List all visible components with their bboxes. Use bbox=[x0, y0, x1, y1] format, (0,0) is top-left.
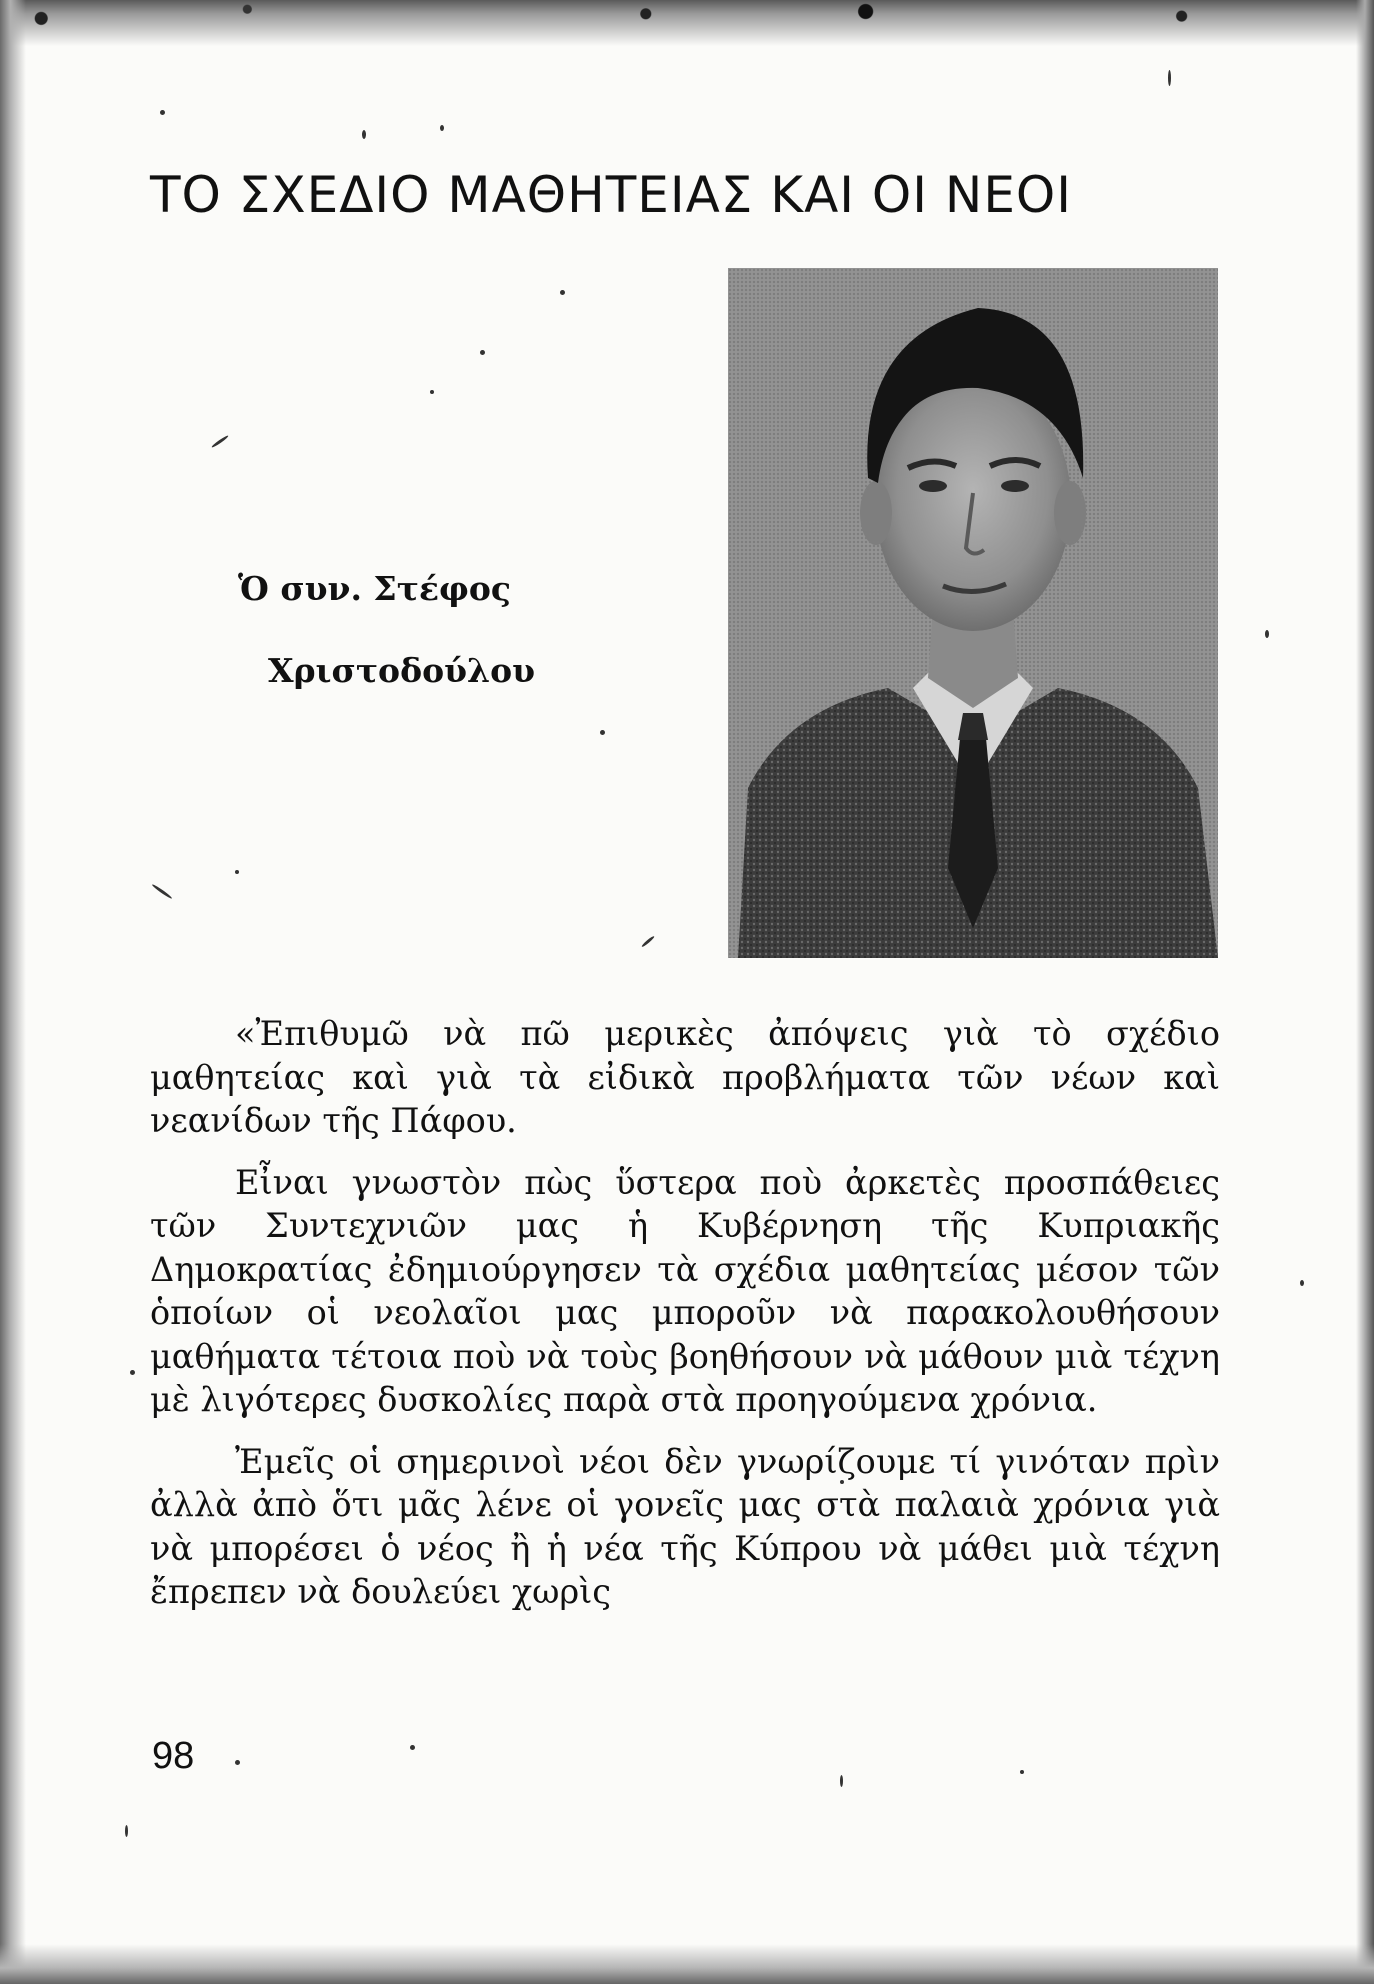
print-speck bbox=[1265, 630, 1269, 638]
print-speck bbox=[151, 883, 172, 899]
portrait-eye-right bbox=[1001, 480, 1029, 492]
print-speck bbox=[362, 130, 366, 139]
print-speck bbox=[1168, 70, 1171, 86]
portrait-ear-right bbox=[1054, 481, 1086, 545]
body-paragraph-1: «Ἐπιθυμῶ νὰ πῶ μερικὲς ἀπόψεις γιὰ τὸ σχέδιο μαθητείας καὶ γιὰ τὰ εἰδικὰ προβλήματα τῶν νέων καὶ νεανίδων τῆς Πάφου. bbox=[150, 1014, 1220, 1140]
print-speck bbox=[840, 1775, 843, 1787]
body-paragraph-2: Εἶναι γνωστὸν πὼς ὕστερα ποὺ ἀρκετὲς προσπάθειες τῶν Συντεχνιῶν μας ἡ Κυβέρνηση τῆς Κυπριακῆς Δημοκρατίας ἐδημιούργησεν τὰ σχέδια μαθητείας μέσον τῶν ὁποίων οἱ νεολαῖοι μας μποροῦν νὰ παρακολουθήσουν μαθήματα τέτοια ποὺ νὰ τοὺς βοηθήσουν νὰ μάθουν μιὰ τέχνη μὲ λιγότερες δυσκολίες παρὰ στὰ προηγούμενα χρόνια. bbox=[150, 1162, 1220, 1419]
page-number: 98 bbox=[152, 1735, 195, 1777]
print-speck bbox=[430, 390, 434, 394]
print-speck bbox=[235, 870, 239, 874]
author-caption bbox=[238, 548, 535, 712]
print-speck bbox=[410, 1745, 415, 1750]
print-speck bbox=[130, 1370, 135, 1375]
print-speck bbox=[600, 730, 605, 735]
print-speck bbox=[641, 935, 655, 948]
print-speck bbox=[125, 1825, 128, 1837]
print-speck bbox=[1300, 1280, 1304, 1286]
print-speck bbox=[235, 1760, 240, 1765]
scan-edge-bottom bbox=[0, 1944, 1374, 1984]
print-speck bbox=[160, 110, 165, 115]
scan-edge-top bbox=[0, 0, 1374, 46]
print-speck bbox=[560, 290, 565, 295]
portrait-eye-left bbox=[919, 480, 947, 492]
portrait-tie-knot bbox=[958, 713, 988, 740]
print-speck bbox=[440, 125, 444, 131]
author-caption-line1: Ὁ συν. Στέφος bbox=[238, 569, 511, 608]
portrait-illustration bbox=[728, 268, 1218, 958]
scan-edge-right bbox=[1356, 0, 1374, 1984]
body-paragraph-3: Ἐμεῖς οἱ σημερινοὶ νέοι δὲν γνωρίζουμε τί γινόταν πρὶν ἀλλὰ ἀπὸ ὅτι μᾶς λένε οἱ γονεῖς μας στὰ παλαιὰ χρόνια γιὰ νὰ μπορέσει ὁ νέος ἢ ἡ νέα τῆς Κύπρου νὰ μάθει μιὰ τέχνη ἔπρεπεν νὰ δουλεύει χωρὶς bbox=[150, 1441, 1220, 1611]
article-body bbox=[150, 1012, 1220, 1632]
author-portrait-photo bbox=[728, 268, 1218, 958]
print-speck bbox=[211, 435, 229, 449]
print-speck bbox=[1020, 1770, 1024, 1774]
scan-edge-left bbox=[0, 0, 26, 1984]
print-speck bbox=[480, 350, 485, 355]
author-caption-line2: Χριστοδούλου bbox=[268, 651, 536, 690]
article-title: ΤΟ ΣΧΕΔΙΟ ΜΑΘΗΤΕΙΑΣ ΚΑΙ ΟΙ ΝΕΟΙ bbox=[150, 166, 1073, 224]
portrait-ear-left bbox=[860, 481, 892, 545]
